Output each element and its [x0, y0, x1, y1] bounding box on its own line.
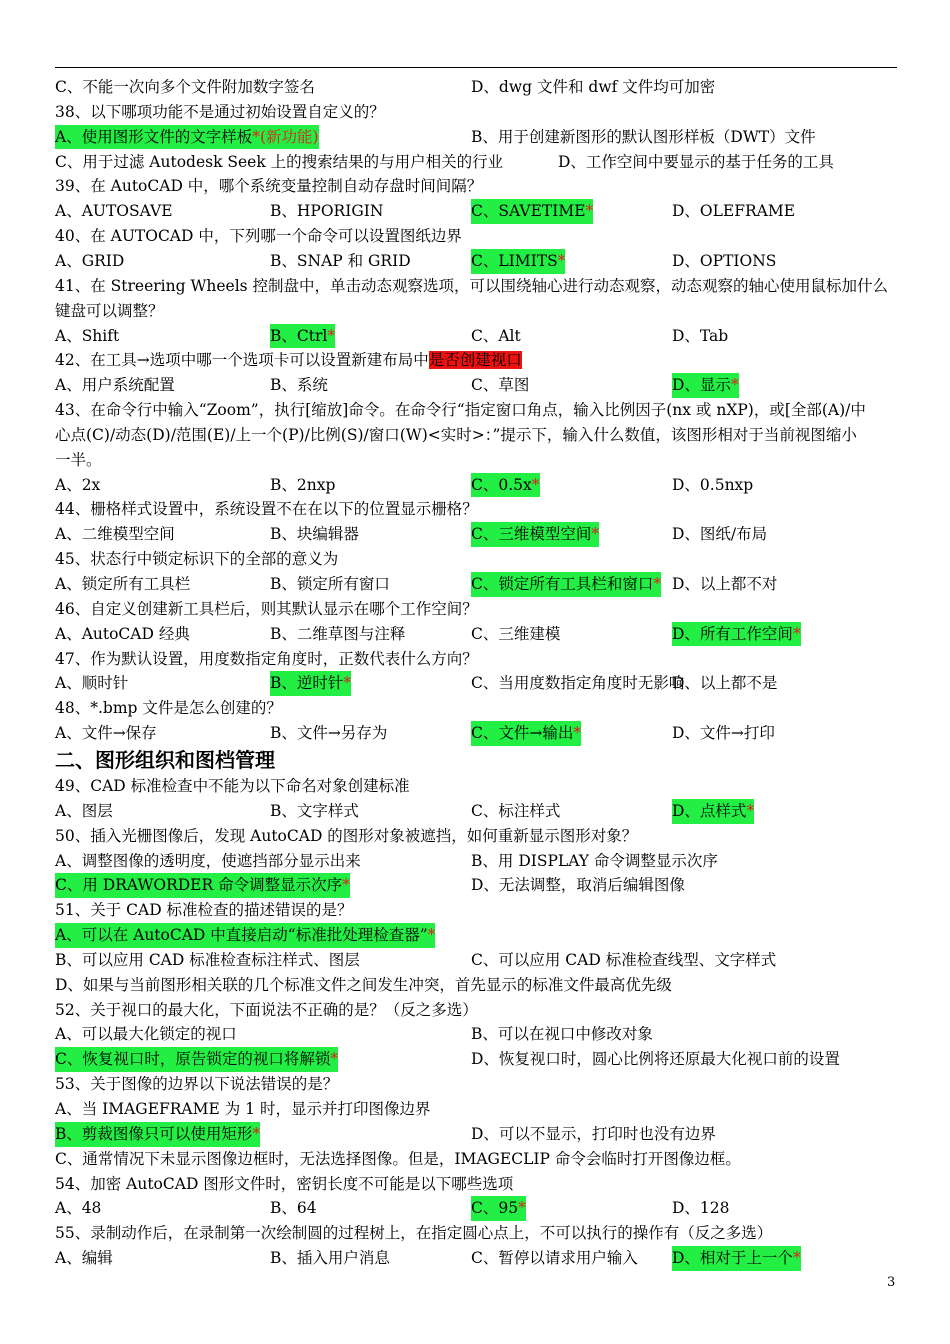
- option-text: B、系统: [270, 376, 328, 395]
- option-text: C、0.5x: [471, 475, 532, 494]
- answer-option: [55, 373, 175, 398]
- question-line: [55, 824, 637, 849]
- option-text: B、SNAP 和 GRID: [270, 251, 411, 270]
- line-text: 53、关于图像的边界以下说法错误的是？: [55, 1075, 339, 1094]
- line-text: 48、*.bmp 文件是怎么创建的？: [55, 699, 282, 718]
- option-text: D、OLEFRAME: [672, 202, 796, 221]
- option-text: B、HPORIGIN: [270, 202, 384, 221]
- answer-option: [270, 522, 359, 547]
- answer-option: [55, 75, 315, 100]
- correct-answer-option: [672, 799, 754, 824]
- answer-option: [55, 572, 190, 597]
- option-text: B、2nxp: [270, 475, 336, 494]
- option-text: D、0.5nxp: [672, 475, 754, 494]
- line-text: 55、录制动作后，在录制第一次绘制圆的过程树上，在指定圆心点上，不可以执行的操作有（反之多选）: [55, 1224, 773, 1243]
- line-text: 46、自定义创建新工具栏后，则其默认显示在哪个工作空间？: [55, 599, 478, 618]
- answer-option: [270, 199, 383, 224]
- answer-option: [471, 873, 685, 898]
- correct-answer-option: [471, 522, 599, 547]
- question-line: [55, 224, 462, 249]
- answer-option: [672, 249, 776, 274]
- option-text: D、所有工作空间: [672, 624, 793, 643]
- correct-answer-option: [672, 373, 739, 398]
- line-text: 50、插入光栅图像后，发现 AutoCAD 的图形对象被遮挡，如何重新显示图形对象？: [55, 826, 638, 845]
- option-text: C、95: [471, 1199, 519, 1218]
- option-text: D、工作空间中要显示的基于任务的工具: [558, 152, 834, 171]
- answer-option: [55, 849, 361, 874]
- answer-option: [270, 249, 411, 274]
- option-text: B、可以在视口中修改对象: [471, 1025, 653, 1044]
- option-text: B、逆时针: [270, 674, 344, 693]
- option-text: A、调整图像的透明度，使遮挡部分显示出来: [55, 851, 361, 870]
- line-text: 39、在 AutoCAD 中，哪个系统变量控制自动存盘时间间隔？: [55, 177, 483, 196]
- line-text: 心点(C)/动态(D)/范围(E)/上一个(P)/比例(S)/窗口(W)<实时>：”提示下，输入什么数值，该图形相对于当前视图缩小: [55, 425, 857, 444]
- line-text: C、通常情况下未显示图像边框时，无法选择图像。但是，IMAGECLIP 命令会临时打开图像边框。: [55, 1149, 741, 1168]
- option-text: B、可以应用 CAD 标准检查标注样式、图层: [55, 950, 360, 969]
- option-text: C、三维建模: [471, 624, 561, 643]
- answer-option: [672, 671, 777, 696]
- answer-option: [270, 572, 390, 597]
- answer-option: [55, 721, 157, 746]
- option-text: B、文字样式: [270, 801, 359, 820]
- top-rule: [55, 67, 897, 68]
- answer-option: [55, 1022, 237, 1047]
- answer-option: [471, 622, 560, 647]
- option-text: B、用于创建新图形的默认图形样板（DWT）文件: [471, 127, 816, 146]
- question-line: [55, 647, 478, 672]
- question-line: [55, 274, 888, 299]
- option-text: B、二维草图与注释: [270, 624, 406, 643]
- answer-asterisk: *: [531, 475, 540, 494]
- answer-option: [672, 1196, 730, 1221]
- question-line: [55, 1097, 430, 1122]
- answer-option: [55, 671, 128, 696]
- option-text: D、文件→打印: [672, 724, 775, 743]
- line-text: 54、加密 AutoCAD 图形文件时，密钥长度不可能是以下哪些选项: [55, 1174, 514, 1193]
- answer-option: [270, 622, 405, 647]
- new-feature-note: (新功能): [259, 127, 319, 146]
- option-text: A、图层: [55, 801, 113, 820]
- option-text: C、Alt: [471, 326, 521, 345]
- option-text: B、用 DISPLAY 命令调整显示次序: [471, 851, 718, 870]
- option-text: B、锁定所有窗口: [270, 575, 390, 593]
- answer-option: [55, 324, 119, 349]
- question-line: [55, 774, 410, 799]
- option-text: C、三维模型空间: [471, 525, 592, 544]
- line-text: D、如果与当前图形相关联的几个标准文件之间发生冲突，首先显示的标准文件最高优先级: [55, 975, 672, 994]
- answer-option: [471, 671, 684, 696]
- answer-option: [55, 799, 113, 824]
- question-line: [55, 423, 857, 448]
- answer-option: [270, 373, 328, 398]
- line-text: 45、状态行中锁定标识下的全部的意义为: [55, 550, 339, 569]
- correct-answer-option: [672, 622, 801, 647]
- question-line: [55, 547, 338, 572]
- answer-asterisk: *: [792, 624, 801, 643]
- answer-option: [672, 522, 767, 547]
- answer-asterisk: *: [252, 127, 260, 146]
- option-text: A、使用图形文件的文字样板: [55, 127, 253, 146]
- line-text: 47、作为默认设置，用度数指定角度时，正数代表什么方向？: [55, 649, 478, 668]
- option-text: D、128: [672, 1199, 730, 1218]
- question-line: [55, 998, 478, 1023]
- correct-answer-option: [471, 199, 593, 224]
- line-text: 44、栅格样式设置中，系统设置不在在以下的位置显示栅格？: [55, 500, 478, 519]
- question-line: [55, 696, 282, 721]
- option-text: D、恢复视口时，圆心比例将还原最大化视口前的设置: [471, 1050, 840, 1069]
- question-line: [55, 898, 353, 923]
- answer-option: [471, 324, 521, 349]
- option-text: A、可以在 AutoCAD 中直接启动“标准批处理检查器”: [55, 926, 428, 945]
- option-text: C、用于过滤 Autodesk Seek 上的搜索结果的与用户相关的行业: [55, 152, 504, 171]
- question-line: [55, 497, 478, 522]
- option-text: A、顺时针: [55, 674, 129, 693]
- answer-option: [471, 1022, 653, 1047]
- answer-option: [471, 1246, 638, 1271]
- option-text: D、以上都不对: [672, 575, 778, 593]
- option-text: C、用 DRAWORDER 命令调整显示次序: [55, 876, 343, 895]
- page-number: 3: [887, 1275, 896, 1290]
- option-text: C、恢复视口时，原告锁定的视口将解锁: [55, 1050, 331, 1069]
- option-text: C、文件→输出: [471, 724, 574, 743]
- option-text: C、锁定所有工具栏和窗口: [471, 575, 654, 593]
- answer-asterisk: *: [591, 525, 600, 544]
- answer-asterisk: *: [343, 674, 352, 693]
- answer-asterisk: *: [342, 876, 350, 895]
- option-text: A、锁定所有工具栏: [55, 575, 191, 593]
- answer-asterisk: *: [327, 326, 336, 345]
- answer-asterisk: *: [792, 1249, 801, 1268]
- question-line: [55, 1147, 741, 1172]
- line-text: 51、关于 CAD 标准检查的描述错误的是？: [55, 901, 353, 920]
- option-text: A、编辑: [55, 1249, 113, 1268]
- answer-option: [471, 75, 715, 100]
- option-text: C、可以应用 CAD 标准检查线型、文字样式: [471, 950, 777, 969]
- answer-option: [672, 473, 753, 498]
- option-text: A、用户系统配置: [55, 376, 175, 395]
- option-text: A、Shift: [55, 326, 120, 345]
- line-text: 键盘可以调整？: [55, 301, 164, 320]
- correct-answer-option: [471, 572, 661, 597]
- correct-answer-option: [471, 473, 540, 498]
- question-line: [55, 448, 102, 473]
- option-text: A、二维模型空间: [55, 525, 175, 544]
- answer-option: [471, 1122, 716, 1147]
- question-line: [55, 1172, 513, 1197]
- answer-option: [471, 1047, 840, 1072]
- option-text: D、OPTIONS: [672, 251, 777, 270]
- line-text: 43、在命令行中输入“Zoom”，执行[缩放]命令。在命令行“指定窗口角点，输入比例因子(nx 或 nXP)，或[全部(A)/中: [55, 401, 866, 420]
- answer-option: [558, 150, 834, 175]
- answer-asterisk: *: [746, 801, 755, 820]
- answer-option: [55, 948, 360, 973]
- answer-asterisk: *: [573, 724, 582, 743]
- option-text: B、插入用户消息: [270, 1249, 390, 1268]
- line-text: 52、关于视口的最大化，下面说法不正确的是？（反之多选）: [55, 1000, 478, 1019]
- answer-option: [55, 1196, 101, 1221]
- option-text: A、文件→保存: [55, 724, 157, 743]
- question-line: [55, 174, 482, 199]
- answer-asterisk: *: [653, 575, 662, 593]
- answer-option: [55, 150, 503, 175]
- answer-option: [270, 799, 359, 824]
- answer-asterisk: *: [427, 926, 436, 945]
- answer-option: [672, 324, 728, 349]
- answer-asterisk: *: [330, 1050, 339, 1069]
- answer-option: [55, 249, 124, 274]
- answer-option: [55, 1246, 113, 1271]
- option-text: B、剪裁图像只可以使用矩形: [55, 1124, 253, 1143]
- option-text: D、无法调整，取消后编辑图像: [471, 876, 685, 895]
- answer-option: [55, 473, 100, 498]
- option-text: D、图纸/布局: [672, 525, 768, 544]
- question-line: [55, 1072, 338, 1097]
- answer-asterisk: *: [252, 1124, 261, 1143]
- correct-answer-option: [471, 1196, 526, 1221]
- correct-answer-option: [55, 873, 350, 898]
- option-text: D、可以不显示，打印时也没有边界: [471, 1124, 716, 1143]
- option-text: A、可以最大化锁定的视口: [55, 1025, 237, 1044]
- answer-option: [471, 948, 776, 973]
- correct-answer-option: [270, 324, 335, 349]
- answer-option: [471, 849, 718, 874]
- option-text: D、相对于上一个: [672, 1249, 793, 1268]
- option-text: C、暂停以请求用户输入: [471, 1249, 638, 1268]
- option-text: B、文件→另存为: [270, 724, 388, 743]
- option-text: D、Tab: [672, 326, 729, 345]
- answer-option: [55, 199, 173, 224]
- line-text: A、当 IMAGEFRAME 为 1 时，显示并打印图像边界: [55, 1100, 431, 1118]
- answer-option: [55, 622, 190, 647]
- question-line: [55, 100, 385, 125]
- correct-answer-option: [471, 249, 565, 274]
- option-text: B、64: [270, 1199, 317, 1218]
- correct-answer-option: [55, 1122, 260, 1147]
- correct-answer-option: [55, 125, 319, 150]
- answer-asterisk: *: [585, 202, 594, 221]
- option-text: A、AUTOSAVE: [55, 202, 173, 221]
- line-text: 一半。: [55, 450, 102, 469]
- option-text: D、以上都不是: [672, 674, 778, 693]
- correct-answer-option: [270, 671, 351, 696]
- correct-answer-option: [55, 923, 435, 948]
- question-line: [55, 973, 672, 998]
- option-text: A、AutoCAD 经典: [55, 624, 190, 643]
- correct-answer-option: [672, 1246, 801, 1271]
- answer-option: [672, 199, 795, 224]
- answer-option: [270, 721, 387, 746]
- answer-asterisk: *: [730, 376, 739, 395]
- answer-option: [672, 572, 777, 597]
- option-text: C、当用度数指定角度时无影响: [471, 674, 685, 693]
- answer-option: [55, 522, 175, 547]
- question-line: [55, 1221, 772, 1246]
- option-text: D、dwg 文件和 dwf 文件均可加密: [471, 78, 716, 96]
- option-text: C、LIMITS: [471, 251, 558, 270]
- flagged-text: 是否创建视口: [428, 351, 522, 370]
- section-heading: 二、图形组织和图档管理: [55, 748, 275, 772]
- option-text: D、点样式: [672, 801, 747, 820]
- option-text: C、草图: [471, 376, 530, 395]
- line-text: 49、CAD 标准检查中不能为以下命名对象创建标准: [55, 776, 410, 795]
- option-text: C、不能一次向多个文件附加数字签名: [55, 78, 315, 96]
- answer-option: [270, 473, 335, 498]
- line-text: 40、在 AUTOCAD 中，下列哪一个命令可以设置图纸边界: [55, 227, 462, 246]
- answer-asterisk: *: [518, 1199, 526, 1218]
- correct-answer-option: [471, 721, 581, 746]
- answer-option: [471, 125, 816, 150]
- answer-option: [672, 721, 775, 746]
- line-text: 42、在工具→选项中哪一个选项卡可以设置新建布局中: [55, 351, 429, 370]
- option-text: B、Ctrl: [270, 326, 328, 345]
- question-line: [55, 597, 478, 622]
- option-text: D、显示: [672, 376, 731, 395]
- option-text: A、2x: [55, 475, 101, 494]
- option-text: A、GRID: [55, 251, 125, 270]
- option-text: A、48: [55, 1199, 102, 1218]
- answer-asterisk: *: [557, 251, 566, 270]
- answer-option: [270, 1196, 317, 1221]
- line-text: 38、以下哪项功能不是通过初始设置自定义的？: [55, 102, 385, 121]
- option-text: C、标注样式: [471, 801, 561, 820]
- question-line: [55, 299, 164, 324]
- line-text: 41、在 Streering Wheels 控制盘中，单击动态观察选项，可以围绕轴心进行动态观察，动态观察的轴心使用鼠标加什么: [55, 276, 889, 295]
- question-line: [55, 398, 866, 423]
- correct-answer-option: [55, 1047, 338, 1072]
- option-text: B、块编辑器: [270, 525, 359, 544]
- answer-option: [270, 1246, 390, 1271]
- option-text: C、SAVETIME: [471, 202, 586, 221]
- question-line: [55, 348, 522, 373]
- answer-option: [471, 373, 529, 398]
- answer-option: [471, 799, 560, 824]
